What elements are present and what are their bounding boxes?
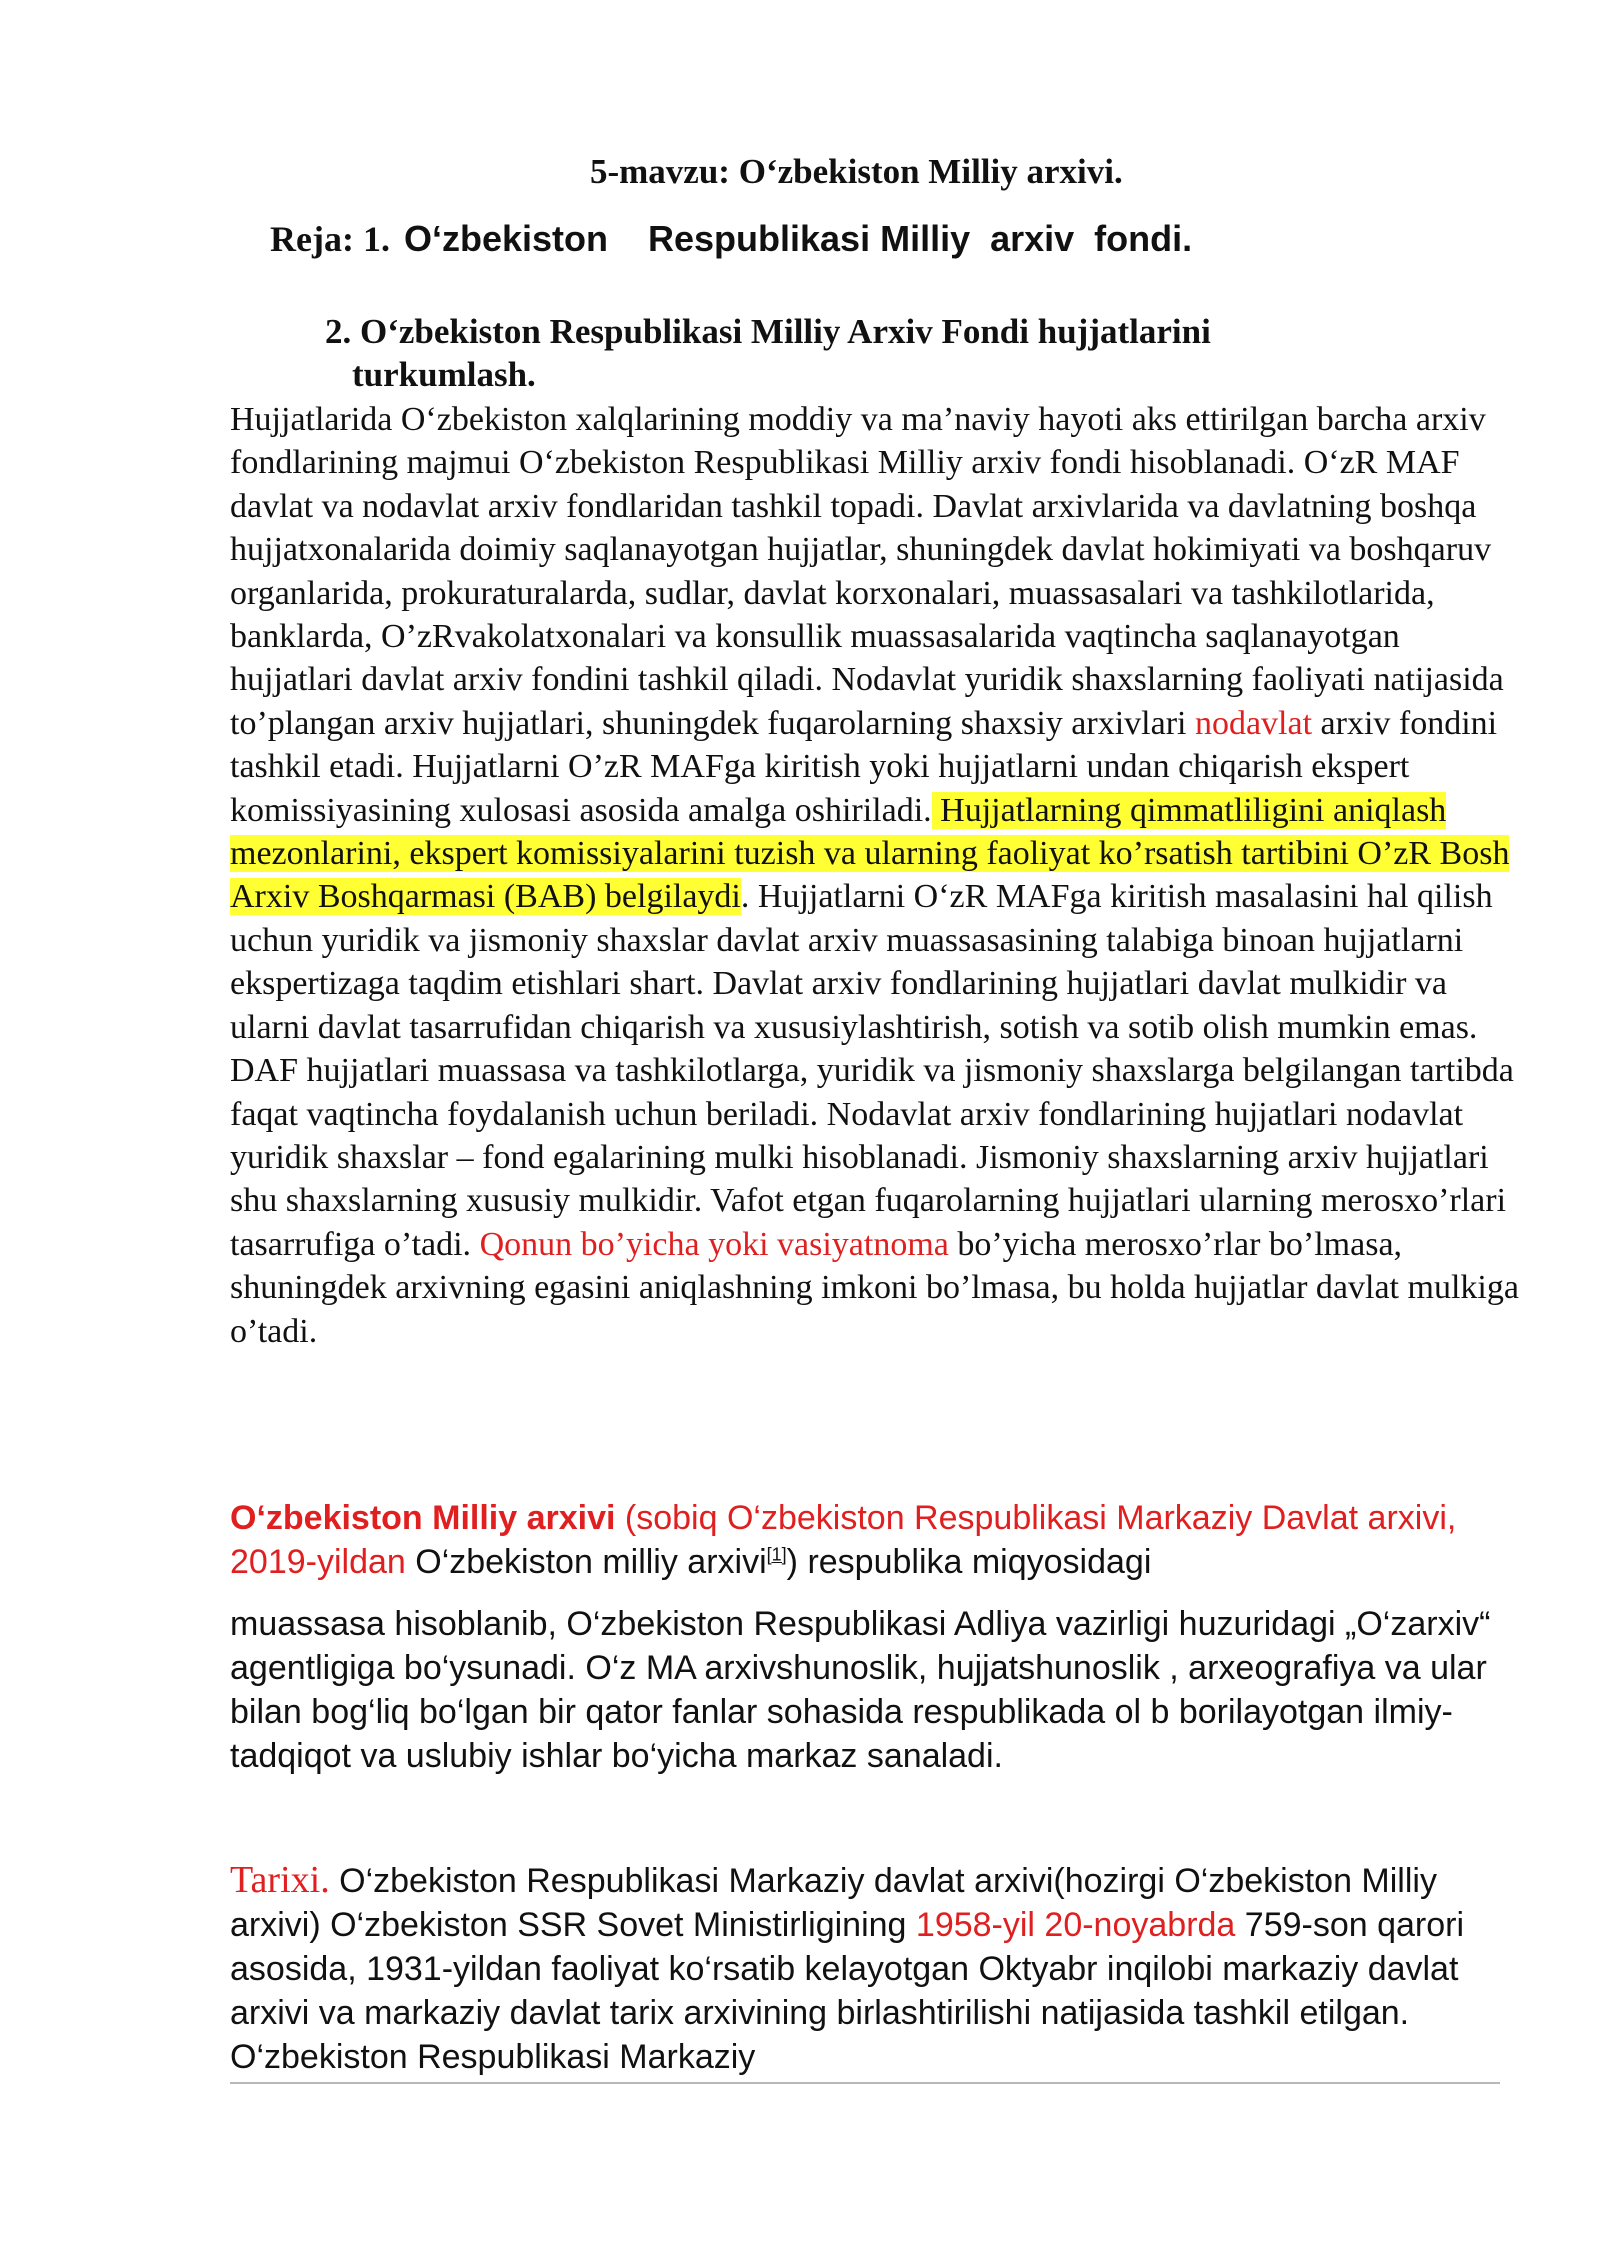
plan-item-2: [325, 310, 1375, 396]
plan-item-1: O‘zbekiston Respublikasi Milliy arxiv fondi.: [403, 218, 1193, 259]
body-paragraph-1: [230, 398, 1530, 1353]
section-text: 759-son qarori asosida, 1931-yildan faoliyat ko‘rsatib kelayotgan Oktyabr inqilobi markaziy davlat arxivi va markaziy davlat tarix arxivining birlashtirilishi natijasida tashkil etilgan. O‘zbekiston Respublikasi Markaziy: [230, 1906, 1465, 2076]
red-term: Qonun bo’yicha yoki vasiyatnoma: [479, 1225, 949, 1263]
date-red: 1958-yil 20-noyabrda: [915, 1906, 1236, 1944]
topic-title: 5-mavzu: O‘zbekiston Milliy arxivi.: [590, 152, 1123, 191]
section-text: ) respublika miqyosidagi: [786, 1543, 1152, 1581]
section-term: O‘zbekiston Milliy arxivi: [230, 1499, 616, 1537]
section-text: O‘zbekiston milliy arxivi: [405, 1543, 767, 1581]
highlighted-text: Hujjatlarning qimmatliligini aniqlash mezonlarini, ekspert komissiyalarini tuzish va ularning faoliyat ko’rsatish tartibini O’zR Bosh Arxiv Boshqarmasi (BAB) belgilaydi: [230, 791, 1510, 916]
body-text: bo’yicha merosxo’rlar bo’lmasa, shuningdek arxivning egasini aniqlashning imkoni bo’lmasa, bu holda hujjatlar davlat mulkiga o’tadi.: [230, 1225, 1519, 1350]
section-text: O‘zbekiston Respublikasi Markaziy davlat arxivi(hozirgi O‘zbekiston Milliy arxivi) O‘zbekiston SSR Sovet Ministirligining: [230, 1862, 1437, 1944]
section-red-text: (sobiq O‘zbekiston Respublikasi Markaziy Davlat arxivi, 2019-yildan: [230, 1499, 1457, 1581]
plan-item-2-line2: turkumlash.: [352, 355, 536, 394]
page-bottom-rule: [230, 2082, 1500, 2084]
plan-line: [270, 218, 1192, 260]
section-heading: Tarixi.: [230, 1859, 330, 1901]
footnote-link[interactable]: [1]: [766, 1544, 787, 1565]
section-milliy-arxiv-continued: muassasa hisoblanib, O‘zbekiston Respublikasi Adliya vazirligi huzuridagi „O‘zarxiv“ agentligiga bo‘ysunadi. O‘z MA arxivshunoslik, hujjatshunoslik , arxeografiya va ular bilan bog‘liq bo‘lgan bir qator fanlar sohasida respublikada ol b borilayotgan ilmiy-tadqiqot va uslubiy ishlar bo‘yicha markaz sanaladi.: [230, 1605, 1491, 1775]
section-tarixi: [230, 1858, 1530, 2079]
red-term: nodavlat: [1194, 704, 1313, 742]
body-text: . Hujjatlarni O‘zR MAFga kiritish masalasini hal qilish uchun yuridik va jismoniy shaxslar davlat arxiv muassasasining talabiga binoan hujjatlarni ekspertizaga taqdim etishlari shart. Davlat arxiv fondlarining hujjatlari davlat mulkidir va ularni davlat tasarrufidan chiqarish va xususiylashtirish, sotish va sotib olish mumkin emas. DAF hujjatlari muassasa va tashkilotlarga, yuridik va jismoniy shaxslarga belgilangan tartibda faqat vaqtincha foydalanish uchun beriladi. Nodavlat arxiv fondlarining hujjatlari nodavlat yuridik shaxslar – fond egalarining mulki hisoblanadi. Jismoniy shaxslarning arxiv hujjatlari shu shaxslarning xususiy mulkidir. Vafot etgan fuqarolarning hujjatlari ularning merosxo’rlari tasarrufiga o’tadi.: [230, 878, 1514, 1263]
body-text: Hujjatlarida O‘zbekiston xalqlarining moddiy va ma’naviy hayoti aks ettirilgan barcha arxiv fondlarining majmui O‘zbekiston Respublikasi Milliy arxiv fondi hisoblanadi. O‘zR MAF davlat va nodavlat arxiv fondlaridan tashkil topadi. Davlat arxivlarida va davlatning boshqa hujjatxonalarida doimiy saqlanayotgan hujjatlar, shuningdek davlat hokimiyati va boshqaruv organlarida, prokuraturalarda, sudlar, davlat korxonalari, muassasalari va tashkilotlarida, banklarda, O’zRvakolatxonalari va konsullik muassasalarida vaqtincha saqlanayotgan hujjatlari davlat arxiv fondini tashkil qiladi. Nodavlat yuridik shaxslarning faoliyati natijasida to’plangan arxiv hujjatlari, shuningdek fuqarolarning shaxsiy arxivlari: [230, 401, 1504, 742]
plan-label: Reja: 1.: [270, 219, 390, 259]
section-milliy-arxiv: [230, 1496, 1530, 1584]
body-text: arxiv fondini tashkil etadi. Hujjatlarni O’zR MAFga kiritish yoki hujjatlarni undan chiqarish ekspert komissiyasining xulosasi asosida amalga oshiriladi.: [230, 704, 1498, 829]
plan-item-2-line1: 2. O‘zbekiston Respublikasi Milliy Arxiv Fondi hujjatlarini: [325, 312, 1211, 351]
